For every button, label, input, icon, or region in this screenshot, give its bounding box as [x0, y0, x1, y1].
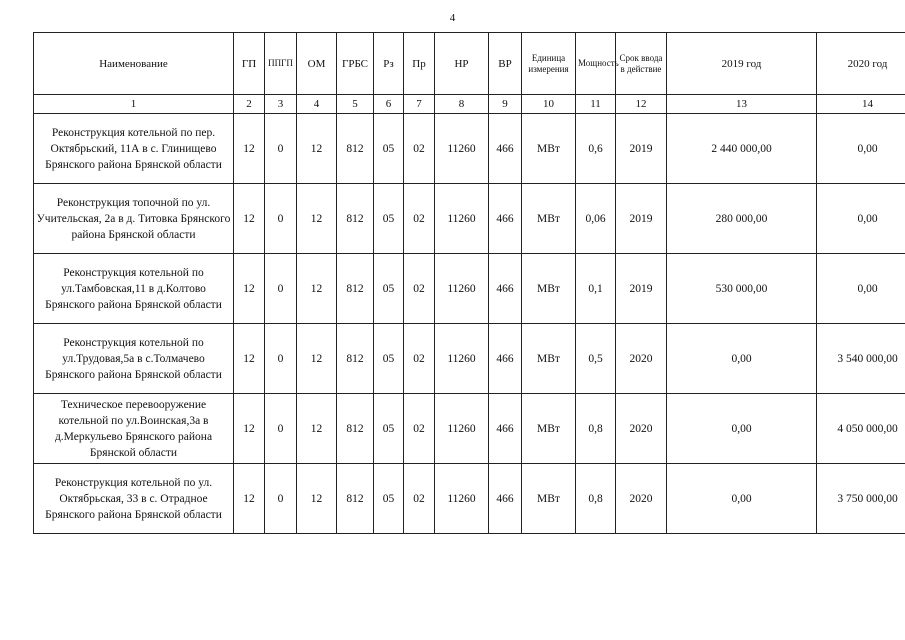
cell-power: 0,5 — [576, 324, 616, 394]
column-number: 6 — [374, 95, 404, 114]
cell-2020: 0,00 — [817, 114, 905, 184]
cell-rz: 05 — [374, 464, 404, 534]
cell-gp: 12 — [234, 324, 265, 394]
header-row — [34, 33, 905, 95]
project-name: Реконструкция котельной по пер. Октябрьский, 11А в с. Глинищево Брянского района Брянской области — [34, 114, 234, 184]
cell-unit: МВт — [522, 254, 576, 324]
cell-year: 2020 — [616, 394, 667, 464]
cell-grbs: 812 — [337, 254, 374, 324]
project-name: Реконструкция котельной по ул.Трудовая,5а в с.Толмачево Брянского района Брянской области — [34, 324, 234, 394]
cell-pr: 02 — [404, 254, 435, 324]
column-number: 9 — [489, 95, 522, 114]
cell-grbs: 812 — [337, 114, 374, 184]
header-cell: 2019 год — [667, 33, 817, 95]
cell-ppgp: 0 — [265, 464, 297, 534]
cell-unit: МВт — [522, 324, 576, 394]
table-row — [34, 114, 905, 184]
column-number: 1 — [34, 95, 234, 114]
cell-2020: 3 540 000,00 — [817, 324, 905, 394]
cell-power: 0,8 — [576, 394, 616, 464]
cell-om: 12 — [297, 114, 337, 184]
cell-pr: 02 — [404, 394, 435, 464]
cell-2020: 0,00 — [817, 184, 905, 254]
header-cell: ВР — [489, 33, 522, 95]
cell-unit: МВт — [522, 394, 576, 464]
cell-ppgp: 0 — [265, 254, 297, 324]
cell-2019: 0,00 — [667, 464, 817, 534]
header-cell: ОМ — [297, 33, 337, 95]
cell-rz: 05 — [374, 394, 404, 464]
table-row — [34, 184, 905, 254]
header-cell: ГРБС — [337, 33, 374, 95]
cell-power: 0,1 — [576, 254, 616, 324]
cell-rz: 05 — [374, 114, 404, 184]
cell-year: 2019 — [616, 114, 667, 184]
cell-nr: 11260 — [435, 324, 489, 394]
cell-om: 12 — [297, 394, 337, 464]
cell-2019: 0,00 — [667, 394, 817, 464]
cell-grbs: 812 — [337, 394, 374, 464]
cell-rz: 05 — [374, 324, 404, 394]
cell-pr: 02 — [404, 114, 435, 184]
column-number: 2 — [234, 95, 265, 114]
project-name: Реконструкция котельной по ул. Октябрьская, 33 в с. Отрадное Брянского района Брянской области — [34, 464, 234, 534]
cell-pr: 02 — [404, 184, 435, 254]
header-cell: НР — [435, 33, 489, 95]
project-name: Реконструкция котельной по ул.Тамбовская,11 в д.Колтово Брянского района Брянской области — [34, 254, 234, 324]
cell-gp: 12 — [234, 184, 265, 254]
header-cell: Рз — [374, 33, 404, 95]
cell-power: 0,06 — [576, 184, 616, 254]
cell-2019: 280 000,00 — [667, 184, 817, 254]
project-name: Реконструкция топочной по ул. Учительская, 2а в д. Титовка Брянского района Брянской области — [34, 184, 234, 254]
cell-year: 2020 — [616, 324, 667, 394]
cell-grbs: 812 — [337, 184, 374, 254]
cell-vr: 466 — [489, 324, 522, 394]
column-number: 8 — [435, 95, 489, 114]
column-number: 3 — [265, 95, 297, 114]
cell-nr: 11260 — [435, 394, 489, 464]
cell-om: 12 — [297, 254, 337, 324]
cell-om: 12 — [297, 464, 337, 534]
cell-vr: 466 — [489, 464, 522, 534]
cell-pr: 02 — [404, 324, 435, 394]
cell-2020: 4 050 000,00 — [817, 394, 905, 464]
cell-year: 2019 — [616, 184, 667, 254]
cell-power: 0,8 — [576, 464, 616, 534]
cell-year: 2020 — [616, 464, 667, 534]
column-number: 12 — [616, 95, 667, 114]
header-cell: Мощность — [576, 33, 616, 95]
cell-2020: 3 750 000,00 — [817, 464, 905, 534]
cell-om: 12 — [297, 184, 337, 254]
cell-gp: 12 — [234, 394, 265, 464]
table-row — [34, 464, 905, 534]
column-number: 11 — [576, 95, 616, 114]
table-row — [34, 254, 905, 324]
cell-year: 2019 — [616, 254, 667, 324]
cell-unit: МВт — [522, 114, 576, 184]
cell-grbs: 812 — [337, 324, 374, 394]
cell-vr: 466 — [489, 394, 522, 464]
header-cell: Срок ввода в действие — [616, 33, 667, 95]
cell-nr: 11260 — [435, 254, 489, 324]
cell-2019: 2 440 000,00 — [667, 114, 817, 184]
header-cell: 2020 год — [817, 33, 905, 95]
column-number: 7 — [404, 95, 435, 114]
column-number: 13 — [667, 95, 817, 114]
header-cell: Наименование — [34, 33, 234, 95]
cell-rz: 05 — [374, 254, 404, 324]
cell-ppgp: 0 — [265, 324, 297, 394]
cell-gp: 12 — [234, 464, 265, 534]
cell-unit: МВт — [522, 464, 576, 534]
cell-rz: 05 — [374, 184, 404, 254]
cell-ppgp: 0 — [265, 114, 297, 184]
page-number: 4 — [449, 12, 456, 24]
cell-nr: 11260 — [435, 114, 489, 184]
cell-vr: 466 — [489, 184, 522, 254]
cell-gp: 12 — [234, 254, 265, 324]
header-cell: Пр — [404, 33, 435, 95]
cell-vr: 466 — [489, 254, 522, 324]
column-number: 14 — [817, 95, 905, 114]
cell-pr: 02 — [404, 464, 435, 534]
cell-gp: 12 — [234, 114, 265, 184]
header-cell: ППГП — [265, 33, 297, 95]
cell-2019: 530 000,00 — [667, 254, 817, 324]
cell-grbs: 812 — [337, 464, 374, 534]
cell-2019: 0,00 — [667, 324, 817, 394]
table-row — [34, 394, 905, 464]
cell-ppgp: 0 — [265, 184, 297, 254]
cell-nr: 11260 — [435, 464, 489, 534]
cell-2020: 0,00 — [817, 254, 905, 324]
column-number: 4 — [297, 95, 337, 114]
cell-power: 0,6 — [576, 114, 616, 184]
column-number-row — [34, 95, 905, 114]
table-row — [34, 324, 905, 394]
cell-unit: МВт — [522, 184, 576, 254]
cell-vr: 466 — [489, 114, 522, 184]
cell-nr: 11260 — [435, 184, 489, 254]
cell-ppgp: 0 — [265, 394, 297, 464]
header-cell: ГП — [234, 33, 265, 95]
column-number: 10 — [522, 95, 576, 114]
header-cell: Единица измерения — [522, 33, 576, 95]
column-number: 5 — [337, 95, 374, 114]
cell-om: 12 — [297, 324, 337, 394]
project-name: Техническое перевооружение котельной по ул.Воинская,3а в д.Меркульево Брянского района Брянской области — [34, 394, 234, 464]
budget-table — [33, 32, 905, 534]
